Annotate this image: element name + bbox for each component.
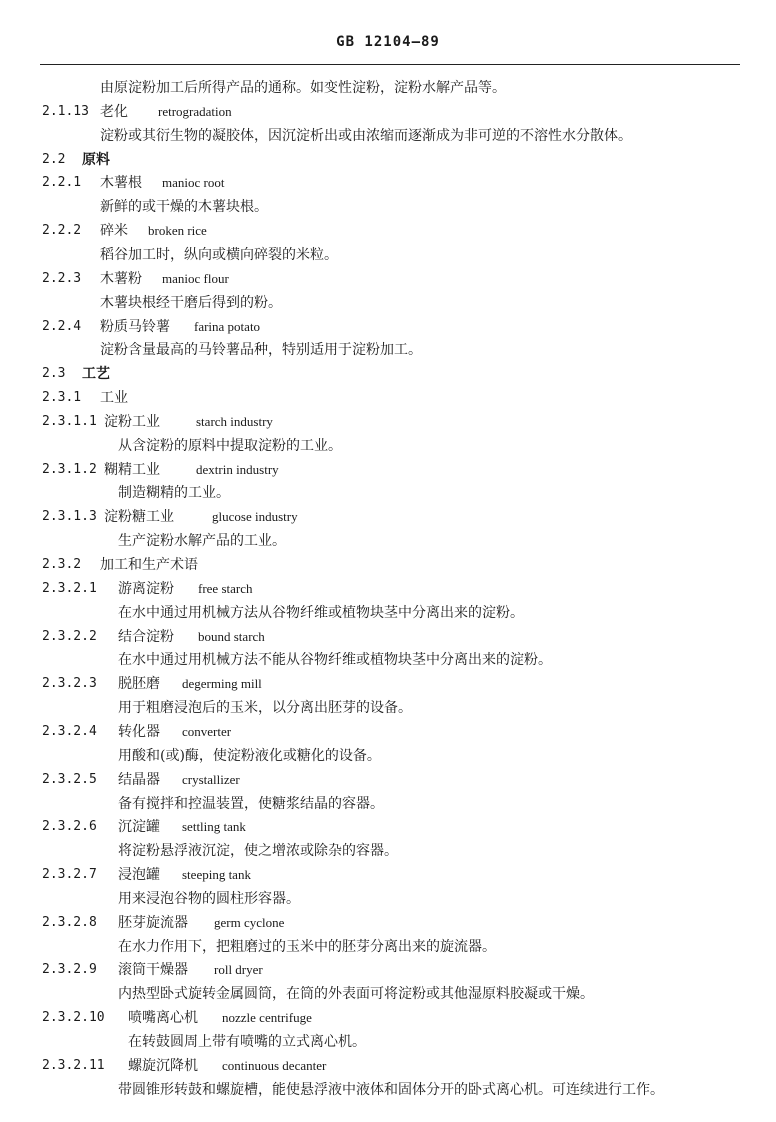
term-english: broken rice	[148, 223, 207, 239]
definition-text: 新鲜的或干燥的木薯块根。	[100, 199, 268, 216]
definition-text: 在转鼓圆周上带有喷嘴的立式离心机。	[128, 1034, 366, 1050]
definition-text: 备有搅拌和控温装置，使糖浆结晶的容器。	[118, 795, 384, 812]
clause-number: 2.3.2.7	[42, 867, 97, 883]
clause-number: 2.3.1.2	[42, 461, 97, 477]
clause-number: 2.2.2	[42, 223, 82, 239]
term-english: converter	[182, 723, 232, 739]
definition-text: 由原淀粉加工后所得产品的通称。如变性淀粉，淀粉水解产品等。	[100, 80, 506, 96]
section-title: 工艺	[82, 366, 110, 383]
definition-text: 淀粉含量最高的马铃薯品种，特别适用于淀粉加工。	[100, 342, 422, 359]
definition-text: 从含淀粉的原料中提取淀粉的工业。	[118, 437, 342, 454]
header-rule	[40, 64, 740, 65]
term-english: continuous decanter	[222, 1057, 327, 1073]
term-chinese: 滚筒干燥器	[118, 962, 188, 979]
term-english: dextrin industry	[196, 461, 279, 477]
definition-text: 用于粗磨浸泡后的玉米，以分离出胚芽的设备。	[118, 700, 412, 717]
definition-text: 生产淀粉水解产品的工业。	[118, 533, 286, 550]
clause-number: 2.3.2.10	[42, 1010, 105, 1026]
term-english: degerming mill	[182, 676, 262, 692]
clause-number: 2.1.13	[42, 103, 89, 119]
definition-text: 用酸和(或)酶，使淀粉液化或糖化的设备。	[118, 747, 381, 764]
term-english: nozzle centrifuge	[222, 1010, 312, 1026]
term-chinese: 沉淀罐	[118, 819, 160, 836]
term-chinese: 淀粉工业	[104, 413, 160, 430]
definition-text: 在水中通过用机械方法从谷物纤维或植物块茎中分离出来的淀粉。	[118, 604, 524, 621]
term-chinese: 结合淀粉	[118, 628, 174, 645]
term-english: roll dryer	[214, 962, 263, 978]
definition-text: 在水力作用下，把粗磨过的玉米中的胚芽分离出来的旋流器。	[118, 938, 496, 955]
definition-text: 淀粉或其衍生物的凝胶体，因沉淀析出或由浓缩而逐渐成为非可逆的不溶性水分散体。	[100, 127, 632, 144]
clause-number: 2.3.1.3	[42, 509, 97, 525]
term-chinese: 碎米	[100, 223, 128, 240]
clause-number: 2.3.2.5	[42, 771, 97, 787]
clause-number: 2.2.4	[42, 318, 82, 334]
clause-number: 2.3.2.3	[42, 676, 97, 692]
term-english: manioc root	[162, 175, 225, 191]
term-english: glucose industry	[212, 509, 298, 525]
term-chinese: 工业	[100, 390, 128, 407]
section-title: 原料	[82, 151, 110, 168]
term-chinese: 糊精工业	[104, 461, 160, 478]
clause-number: 2.3.2	[42, 557, 82, 572]
standard-number-header: GB 12104—89	[336, 34, 440, 50]
clause-number: 2.3.2.11	[42, 1057, 105, 1073]
term-chinese: 老化	[100, 103, 128, 120]
term-chinese: 浸泡罐	[118, 867, 160, 884]
term-english: farina potato	[194, 318, 261, 334]
term-english: crystallizer	[182, 771, 240, 787]
term-chinese: 胚芽旋流器	[118, 914, 188, 931]
definition-text: 制造糊精的工业。	[118, 485, 230, 502]
definition-text: 稻谷加工时，纵向或横向碎裂的米粒。	[100, 246, 338, 263]
term-chinese: 喷嘴离心机	[128, 1010, 198, 1027]
term-chinese: 脱胚磨	[118, 676, 160, 693]
clause-number: 2.2.1	[42, 175, 82, 191]
term-chinese: 游离淀粉	[118, 580, 174, 597]
term-chinese: 木薯根	[100, 175, 142, 192]
term-english: germ cyclone	[214, 914, 285, 930]
definition-text: 在水中通过用机械方法不能从谷物纤维或植物块茎中分离出来的淀粉。	[118, 652, 552, 669]
clause-number: 2.2.3	[42, 270, 82, 286]
clause-number: 2.3.2.2	[42, 628, 97, 644]
definition-text: 内热型卧式旋转金属圆筒，在筒的外表面可将淀粉或其他湿原料胶凝或干燥。	[118, 986, 594, 1003]
term-english: free starch	[198, 580, 253, 596]
term-english: steeping tank	[182, 867, 251, 883]
definition-text: 木薯块根经干磨后得到的粉。	[100, 294, 282, 311]
definition-text: 用来浸泡谷物的圆柱形容器。	[118, 890, 300, 907]
term-chinese: 粉质马铃薯	[100, 318, 170, 335]
term-english: starch industry	[196, 413, 273, 429]
term-english: bound starch	[198, 628, 265, 644]
term-chinese: 加工和生产术语	[100, 557, 198, 573]
clause-number: 2.3	[42, 366, 66, 382]
term-english: settling tank	[182, 819, 246, 835]
clause-number: 2.3.1	[42, 390, 82, 406]
clause-number: 2.3.2.1	[42, 580, 97, 596]
term-chinese: 木薯粉	[100, 270, 142, 287]
term-chinese: 结晶器	[118, 771, 160, 788]
clause-number: 2.3.2.9	[42, 962, 97, 978]
clause-number: 2.3.2.4	[42, 723, 97, 739]
clause-number: 2.3.1.1	[42, 413, 97, 429]
clause-number: 2.3.2.8	[42, 914, 97, 930]
term-chinese: 螺旋沉降机	[128, 1057, 198, 1074]
term-chinese: 淀粉糖工业	[104, 509, 174, 526]
term-chinese: 转化器	[118, 723, 160, 740]
term-english: retrogradation	[158, 103, 232, 119]
definition-text: 带圆锥形转鼓和螺旋槽，能使悬浮液中液体和固体分开的卧式离心机。可连续进行工作。	[118, 1081, 664, 1098]
clause-number: 2.3.2.6	[42, 819, 97, 835]
definition-text: 将淀粉悬浮液沉淀，使之增浓或除杂的容器。	[118, 843, 398, 860]
term-english: manioc flour	[162, 270, 229, 286]
clause-number: 2.2	[42, 151, 66, 167]
